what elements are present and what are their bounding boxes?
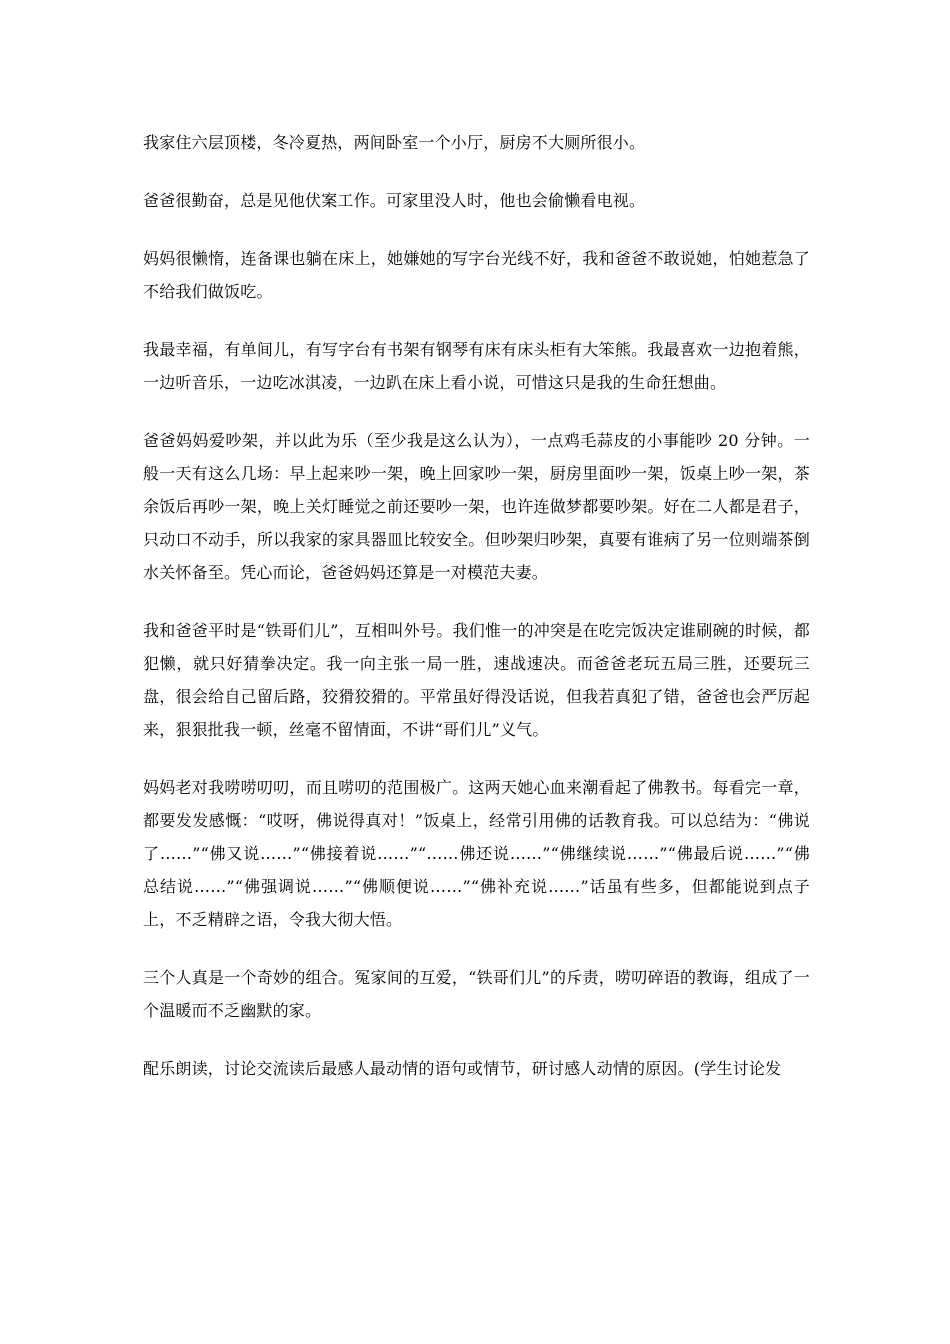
- paragraph-parents-quarrel: 爸爸妈妈爱吵架，并以此为乐（至少我是这么认为），一点鸡毛蒜皮的小事能吵 20 分钟。一般一天有这么几场：早上起来吵一架，晚上回家吵一架，厨房里面吵一架，饭桌上吵一架，茶余饭后再吵一架，晚上关灯睡觉之前还要吵一架，也许连做梦都要吵架。好在二人都是君子，只动口不动手，所以我家的家具器皿比较安全。但吵架归吵架，真要有谁病了另一位则端茶倒水关怀备至。凭心而论，爸爸妈妈还算是一对模范夫妻。: [143, 431, 810, 582]
- document-body: [143, 126, 810, 1110]
- paragraph-mom-nagging: 妈妈老对我唠唠叨叨，而且唠叨的范围极广。这两天她心血来潮看起了佛教书。每看完一章，都要发发感慨：“哎呀，佛说得真对！”饭桌上，经常引用佛的话教育我。可以总结为：“佛说了……”“佛又说……”“佛接着说……”“……佛还说……”“佛继续说……”“佛最后说……”“佛总结说……”“佛强调说……”“佛顺便说……”“佛补充说……”话虽有些多，但都能说到点子上，不乏精辟之语，令我大彻大悟。: [143, 778, 810, 929]
- paragraph-summary: 三个人真是一个奇妙的组合。冤家间的互爱，“铁哥们儿”的斥责，唠叨碎语的教诲，组成了一个温暖而不乏幽默的家。: [143, 968, 810, 1020]
- paragraph-mom-lazy: 妈妈很懒惰，连备课也躺在床上，她嫌她的写字台光线不好，我和爸爸不敢说她，怕她惹急了不给我们做饭吃。: [143, 249, 810, 301]
- paragraph-home: 我家住六层顶楼，冬冷夏热，两间卧室一个小厅，厨房不大厕所很小。: [143, 133, 646, 152]
- paragraph-dad-diligent: 爸爸很勤奋，总是见他伏案工作。可家里没人时，他也会偷懒看电视。: [143, 191, 646, 210]
- paragraph-my-room: 我最幸福，有单间儿，有写字台有书架有钢琴有床有床头柜有大笨熊。我最喜欢一边抱着熊，一边听音乐，一边吃冰淇凌，一边趴在床上看小说，可惜这只是我的生命狂想曲。: [143, 340, 810, 392]
- paragraph-dad-buddies: 我和爸爸平时是“铁哥们儿”，互相叫外号。我们惟一的冲突是在吃完饭决定谁刷碗的时候，都犯懒，就只好猜拳决定。我一向主张一局一胜，速战速决。而爸爸老玩五局三胜，还要玩三盘，很会给自己留后路，狡猾狡猾的。平常虽好得没话说，但我若真犯了错，爸爸也会严厉起来，狠狠批我一顿，丝毫不留情面，不讲“哥们儿”义气。: [143, 621, 810, 739]
- paragraph-activity: 配乐朗读，讨论交流读后最感人最动情的语句或情节，研讨感人动情的原因。(学生讨论发: [143, 1059, 782, 1078]
